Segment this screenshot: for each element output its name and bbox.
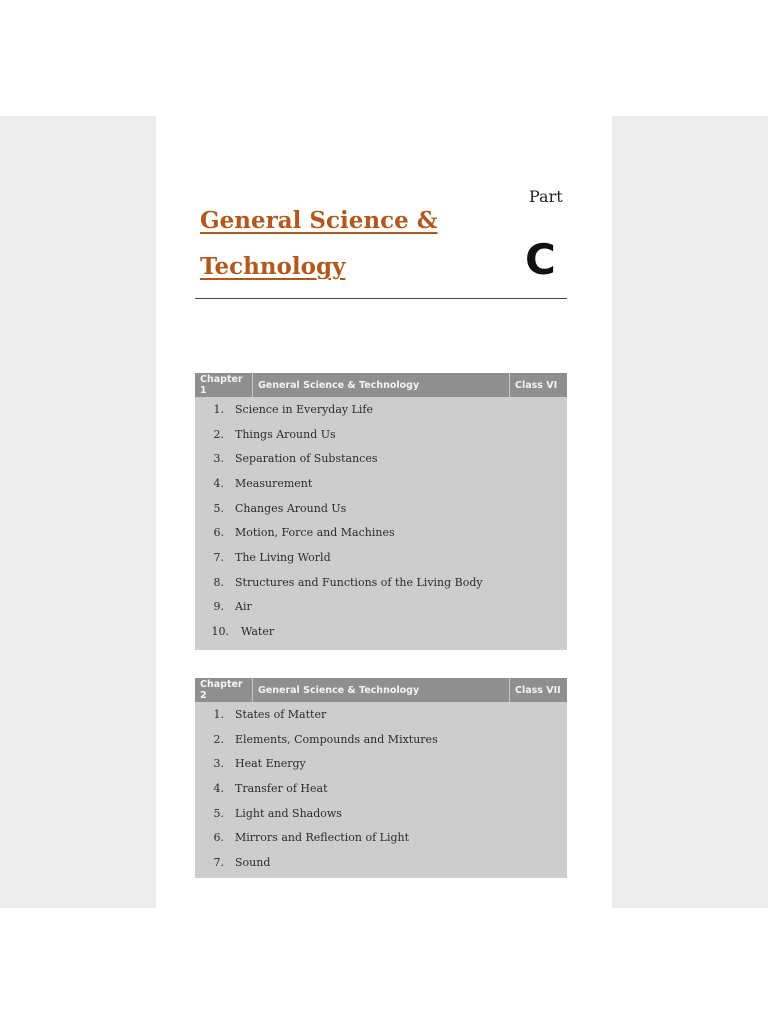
topic-number: 3. <box>213 452 224 466</box>
topic-number: 8. <box>213 575 224 589</box>
topic-item <box>195 751 567 776</box>
topic-text: Mirrors and Reflection of Light <box>235 831 410 845</box>
topic-item <box>195 776 567 801</box>
topic-item <box>195 727 567 752</box>
topic-item <box>195 422 567 447</box>
title-divider <box>195 298 567 299</box>
topic-text: Heat Energy <box>235 757 306 771</box>
topic-item <box>195 471 567 496</box>
part-title-line-2: Technology <box>200 253 346 280</box>
topic-text: Science in Everyday Life <box>235 402 374 416</box>
topic-item <box>195 825 567 850</box>
topic-list <box>195 397 567 644</box>
topic-item <box>195 595 567 620</box>
topic-number: 10. <box>211 625 229 639</box>
topic-text: Measurement <box>235 476 313 490</box>
topic-text: Elements, Compounds and Mixtures <box>235 732 438 746</box>
topic-number: 6. <box>213 526 224 540</box>
topic-item <box>195 850 567 875</box>
chapter-class: Class VII <box>515 684 561 696</box>
topic-item <box>195 619 567 644</box>
chapter-number: Chapter 1 <box>195 373 253 397</box>
topic-item <box>195 446 567 471</box>
part-title <box>200 198 500 290</box>
topic-item <box>195 496 567 521</box>
topic-text: The Living World <box>235 550 331 564</box>
topic-text: Separation of Substances <box>235 452 378 466</box>
topic-number: 5. <box>213 806 224 820</box>
chapter-header <box>195 678 567 702</box>
document-page <box>156 116 612 908</box>
chapter-class: Class VI <box>515 379 558 391</box>
topic-text: Water <box>241 625 275 639</box>
topic-item <box>195 545 567 570</box>
chapter-name: General Science & Technology <box>253 373 510 397</box>
topic-number: 7. <box>213 855 224 869</box>
chapter-name: General Science & Technology <box>253 678 510 702</box>
topic-number: 2. <box>213 732 224 746</box>
topic-text: Structures and Functions of the Living Body <box>235 575 483 589</box>
topic-number: 1. <box>213 707 224 721</box>
part-title-line-1: General Science & <box>200 207 438 234</box>
topic-item <box>195 570 567 595</box>
topic-item <box>195 397 567 422</box>
chapter-2-block <box>195 678 567 878</box>
topic-text: Sound <box>235 855 271 869</box>
topic-text: Light and Shadows <box>235 806 342 820</box>
topic-text: Things Around Us <box>235 427 336 441</box>
topic-number: 4. <box>213 781 224 795</box>
topic-number: 4. <box>213 476 224 490</box>
topic-number: 7. <box>213 550 224 564</box>
topic-text: Motion, Force and Machines <box>235 526 395 540</box>
part-label: Part <box>529 187 563 206</box>
topic-list <box>195 702 567 875</box>
topic-item <box>195 702 567 727</box>
part-letter: C <box>525 235 556 284</box>
topic-text: States of Matter <box>235 707 327 721</box>
chapter-header <box>195 373 567 397</box>
chapter-number: Chapter 2 <box>195 678 253 702</box>
topic-number: 3. <box>213 757 224 771</box>
topic-number: 6. <box>213 831 224 845</box>
topic-number: 9. <box>213 600 224 614</box>
topic-item <box>195 520 567 545</box>
topic-text: Air <box>235 600 252 614</box>
topic-number: 2. <box>213 427 224 441</box>
topic-number: 5. <box>213 501 224 515</box>
topic-item <box>195 801 567 826</box>
chapter-1-block <box>195 373 567 650</box>
topic-number: 1. <box>213 402 224 416</box>
topic-text: Changes Around Us <box>235 501 347 515</box>
topic-text: Transfer of Heat <box>235 781 328 795</box>
